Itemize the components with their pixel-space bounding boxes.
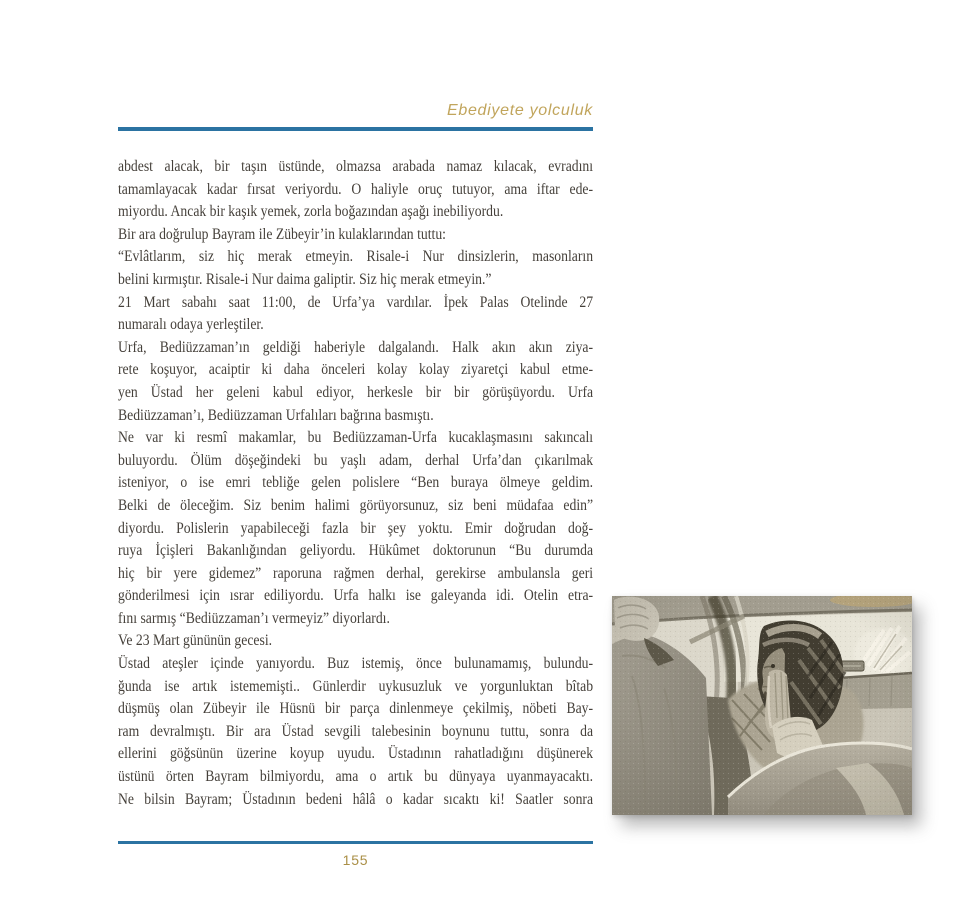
body-line: fını sarmış “Bediüzzaman’ı vermeyiz” diyorlardı. (118, 609, 390, 627)
body-text (118, 156, 593, 811)
elderly-man-in-car-photo (612, 596, 912, 815)
body-line: Urfa, Bediüzzaman’ın geldiği haberiyle dalgalandı. Halk akın akın ziya- (118, 338, 594, 356)
body-line: diyordu. Polislerin yapabileceği fazla bir şey yoktu. Emir doğrudan doğ- (118, 519, 594, 537)
body-line: “Evlâtlarım, siz hiç merak etmeyin. Risale-i Nur dinsizlerin, masonların (118, 248, 594, 266)
body-line: Üstad ateşler içinde yanıyordu. Buz istemiş, önce bulunamamış, bulundu- (118, 655, 594, 673)
body-line: tamamlayacak kadar fırsat veriyordu. O haliyle oruç tutuyor, ama iftar ede- (118, 180, 594, 198)
body-line: abdest alacak, bir taşın üstünde, olmazsa arabada namaz kılacak, evradını (118, 158, 594, 175)
header-rule (118, 127, 593, 131)
body-line: yen Üstad her geleni kabul ediyor, herkesle bir bir görüşüyordu. Urfa (118, 383, 594, 401)
page-number: 155 (342, 852, 369, 868)
photo-illustration (612, 596, 912, 815)
body-line: Bir ara doğrulup Bayram ile Zübeyir’in kulaklarından tuttu: (118, 225, 446, 243)
body-line: üstünü örten Bayram bilmiyordu, ama o artık bu dünyaya uyanmayacaktı. (118, 768, 594, 786)
body-line: belini kırmıştır. Risale-i Nur daima galiptir. Siz hiç merak etmeyin.” (118, 270, 492, 288)
body-line: ellerini göğsünün üzerine koyup uyudu. Üstadının rahatladığını düşünerek (118, 745, 594, 763)
body-line: gönderilmesi için ısrar ediliyordu. Urfa halkı ise galeyanda idi. Otelin etra- (118, 587, 594, 605)
body-line: hiç bir yere gidemez” raporuna rağmen derhal, gerekirse ambulansla geri (118, 564, 594, 582)
body-line: ruya İçişleri Bakanlığından geliyordu. Hükûmet doktorunun “Bu durumda (118, 542, 594, 560)
body-line: rete koşuyor, acaiptir ki daha önceleri kolay kolay ziyaretçi kabul etme- (118, 361, 594, 379)
body-line: Ne var ki resmî makamlar, bu Bediüzzaman-Urfa kucaklaşmasını sakıncalı (118, 429, 594, 447)
body-line: ğunda ise artık istememişti.. Günlerdir uykusuzluk ve yorgunluktan bîtab (118, 677, 594, 695)
body-line: Ne bilsin Bayram; Üstadının bedeni hâlâ o kadar sıcaktı ki! Saatler sonra (118, 790, 594, 808)
body-line: Belki de öleceğim. Siz benim halimi görüyorsunuz, siz beni müdafaa edin” (118, 496, 594, 514)
body-line: 21 Mart sabahı saat 11:00, de Urfa’ya vardılar. İpek Palas Otelinde 27 (118, 293, 594, 311)
body-line: miyordu. Ancak bir kaşık yemek, zorla boğazından aşağı inebiliyordu. (118, 203, 504, 221)
body-line: numaralı odaya yerleştiler. (118, 316, 264, 334)
body-line: isteniyor, o ise emri tebliğe gelen polislere “Ben buraya ölmeye geldim. (118, 474, 594, 492)
body-line: düşmüş olan Zübeyir ile Hüsnü bir parça dinlenmeye çekilmiş, nöbeti Bay- (118, 700, 594, 718)
body-line: ram devralmıştı. Bir ara Üstad sevgili talebesinin boynunu tuttu, sonra da (118, 722, 594, 740)
footer-rule (118, 841, 593, 844)
body-line: Bediüzzaman’ı, Bediüzzaman Urfalıları bağrına basmıştı. (118, 406, 434, 424)
running-title: Ebediyete yolculuk (446, 102, 593, 119)
body-line: Ve 23 Mart gününün gecesi. (118, 632, 273, 650)
body-line: buluyordu. Ölüm döşeğindeki bu yaşlı adam, derhal Urfa’dan çıkarılmak (118, 451, 594, 469)
